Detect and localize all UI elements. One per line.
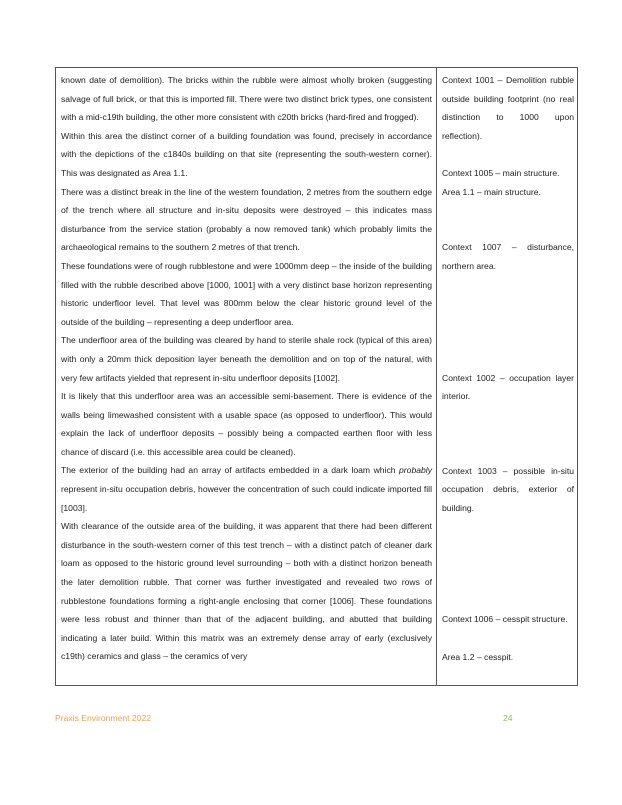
narrative-paragraph xyxy=(61,387,432,461)
narrative-paragraph xyxy=(61,183,432,257)
paragraph-text: represent in-situ occupation debris, however the concentration of such could indicate imported fill [1003]. xyxy=(61,484,432,513)
context-note: Context 1005 – main structure. xyxy=(442,168,560,178)
paragraph-text: known date of demolition). The bricks within the rubble were almost wholly broken (suggesting salvage of full brick, or that this is imported fill. There were two distinct brick types, one consistent with a mid-c19th building, the other more consistent with c20th bricks (hard-fired and frogged). xyxy=(61,75,432,123)
footer-organisation: Praxis Environment 2022 xyxy=(55,713,152,723)
paragraph-text: Within this area the distinct corner of a building foundation was found, precisely in accordance with the depictions of the c1840s building on that site (representing the south-western corner). This was designated as Area 1.1. xyxy=(61,130,432,178)
context-note: Context 1002 – occupation layer interior. xyxy=(442,372,574,402)
paragraph-text: With clearance of the outside area of the building, it was apparent that there had been different disturbance in the south-western corner of this test trench – with a distinct patch of cleaner dark loam as opposed to the historic ground level surrounding – both with a distinct horizon beneath the later demolition rubble. That corner was further investigated and revealed two rows of rubblestone foundations forming a right-angle enclosing that corner [1006]. These foundations were less robust and thinner than that of the adjacent building, and abutted that building indicating a later build. Within this matrix was an extremely dense array of early (exclusively c19th) ceramics and glass – the ceramics of very xyxy=(61,521,432,662)
narrative-paragraph xyxy=(61,331,432,387)
context-table xyxy=(55,67,578,686)
narrative-paragraph xyxy=(61,461,432,517)
narrative-paragraph xyxy=(61,127,432,183)
context-note: Context 1003 – possible in-situ occupation debris, exterior of building. xyxy=(442,465,574,513)
narrative-paragraph xyxy=(61,71,432,127)
paragraph-text: The exterior of the building had an array of artifacts embedded in a dark loam which xyxy=(61,465,400,476)
page-number: 24 xyxy=(503,713,513,723)
context-note: Context 1006 – cesspit structure. xyxy=(442,614,568,625)
context-note: Area 1.1 – main structure. xyxy=(442,186,541,197)
paragraph-text: There was a distinct break in the line of the western foundation, 2 metres from the southern edge of the trench where all structure and in-situ deposits were destroyed – this indicates mass disturbance from the service station (probably a now removed tank) which probably limits the archaeological remains to the southern 2 metres of that trench. xyxy=(61,186,432,253)
emphasis-text: probably xyxy=(399,465,432,476)
narrative-paragraph xyxy=(61,517,432,666)
context-note: Area 1.2 – cesspit. xyxy=(442,651,514,662)
context-note: Context 1007 – disturbance, northern area. xyxy=(442,242,574,271)
paragraph-text: These foundations were of rough rubblestone and were 1000mm deep – the inside of the building filled with the rubble described above [1000, 1001] with a very distinct base horizon representing historic underfloor level. That level was 800mm below the clear historic ground level of the outside of the building – representing a deep underfloor area. xyxy=(61,260,432,327)
paragraph-text: It is likely that this underfloor area was an accessible semi-basement. There is evidence of the walls being limewashed consistent with a usable space (as opposed to underfloor). This would explain the lack of underfloor deposits – possibly being a compacted earthen floor with less chance of discard (i.e. this accessible area could be cleaned). xyxy=(61,391,432,457)
paragraph-text: The underfloor area of the building was cleared by hand to sterile shale rock (typical of this area) with only a 20mm thick deposition layer beneath the demolition and on top of the natural, with very few artifacts yielded that represent in-situ underfloor deposits [1002]. xyxy=(61,335,432,383)
narrative-column xyxy=(61,71,432,666)
context-note: Context 1001 – Demolition rubble outside building footprint (no real distinction to 1000 upon reflection). xyxy=(442,75,574,141)
column-divider xyxy=(436,68,437,685)
narrative-paragraph xyxy=(61,257,432,331)
